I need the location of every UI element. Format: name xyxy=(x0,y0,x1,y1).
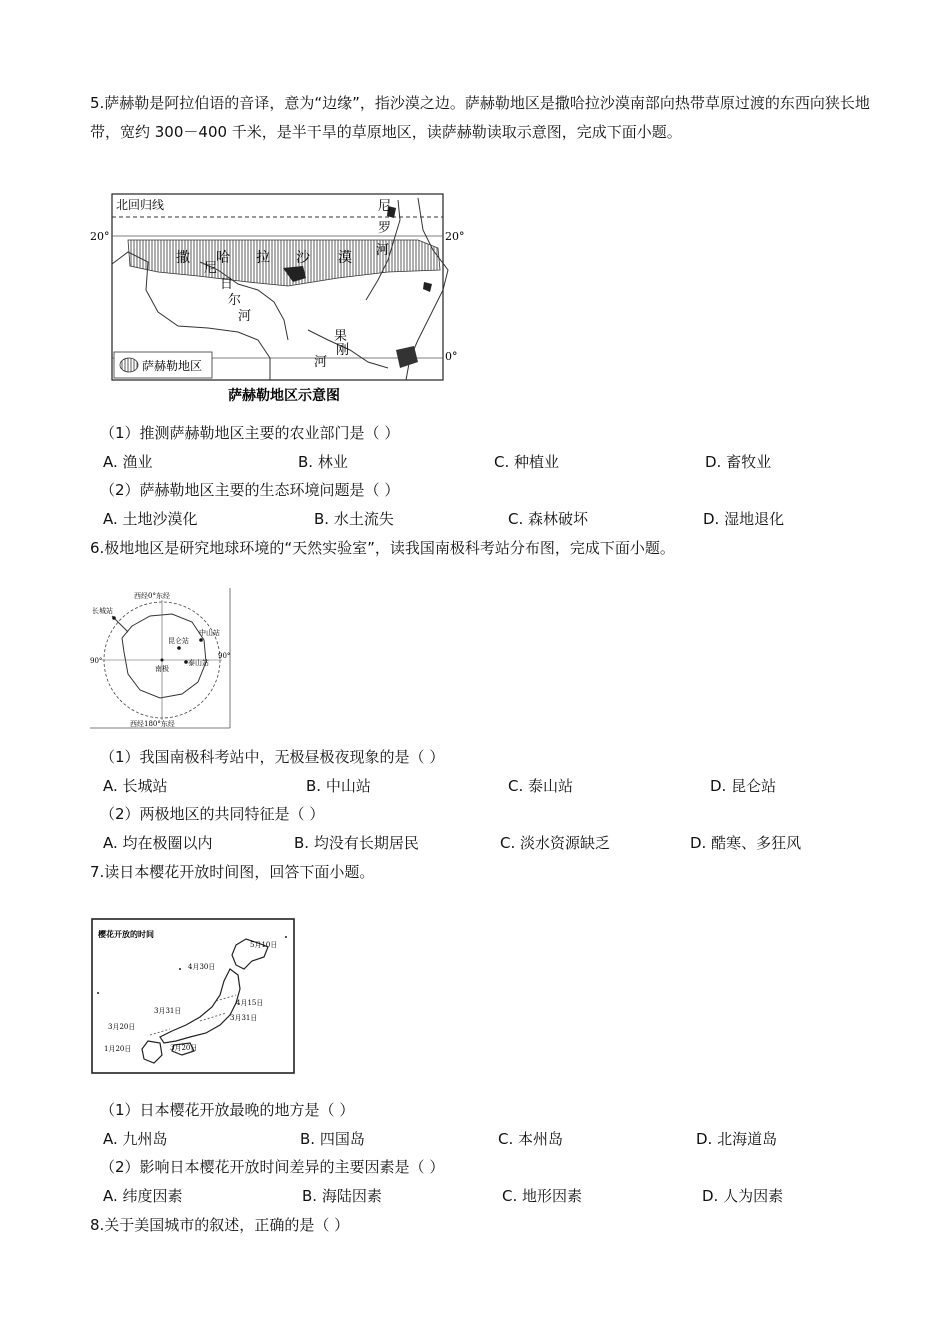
nile-char-1: 尼 xyxy=(378,199,392,214)
q5-stem: 5.萨赫勒是阿拉伯语的音译，意为“边缘”，指沙漠之边。萨赫勒地区是撒哈拉沙漠南部向热带草原过渡的东西向狭长地带，宽约 300－400 千米，是半干旱的草原地区，读萨赫勒读取示意图，完成下面小题。 xyxy=(90,94,870,141)
date-label-8: 1月20日 xyxy=(104,1045,132,1053)
q7-sub1-question: （1）日本樱花开放最晚的地方是（ ） xyxy=(100,1101,355,1119)
left-90-label: 90° xyxy=(90,657,103,665)
lat-20-right-label: 20° xyxy=(445,230,465,243)
nile-char-2: 罗 xyxy=(378,221,392,236)
q6-sub1-option-d[interactable]: D. 昆仑站 xyxy=(710,777,777,795)
q6-sub2-option-b[interactable]: B. 均没有长期居民 xyxy=(294,834,419,852)
kunlun-dot xyxy=(177,646,181,650)
desert-char-4: 沙 xyxy=(296,250,310,266)
date-label-1: 5月10日 xyxy=(250,941,278,949)
q6-sub1-option-b[interactable]: B. 中山站 xyxy=(306,777,371,795)
antarctica-map xyxy=(88,586,234,732)
date-label-6: 3月20日 xyxy=(108,1023,136,1031)
sahel-map-caption: 萨赫勒地区示意图 xyxy=(228,388,340,404)
q6-sub1-question: （1）我国南极科考站中，无极昼极夜现象的是（ ） xyxy=(100,748,445,766)
date-label-4: 3月31日 xyxy=(230,1014,258,1022)
q5-sub1-option-c[interactable]: C. 种植业 xyxy=(494,453,560,471)
niger-char-3: 尔 xyxy=(228,293,242,308)
sahel-map xyxy=(88,190,468,410)
antarctica-map-figure xyxy=(88,586,234,732)
antarctica-outline xyxy=(122,614,206,698)
date-label-7: 3月20日 xyxy=(170,1044,198,1052)
date-label-5: 3月31日 xyxy=(154,1007,182,1015)
q7-stem: 7.读日本樱花开放时间图，回答下面小题。 xyxy=(90,863,375,881)
changcheng-label: 长城站 xyxy=(92,607,113,615)
sakura-map xyxy=(90,917,296,1075)
q6-sub1-option-a[interactable]: A. 长城站 xyxy=(103,777,168,795)
zhongshan-label: 中山站 xyxy=(199,629,220,637)
q5-sub2-option-a[interactable]: A. 土地沙漠化 xyxy=(103,510,198,528)
pole-dot xyxy=(161,659,164,662)
q6-sub2-option-c[interactable]: C. 淡水资源缺乏 xyxy=(500,834,611,852)
desert-char-3: 拉 xyxy=(256,250,270,266)
q7-sub1-option-d[interactable]: D. 北海道岛 xyxy=(696,1130,778,1148)
niger-char-1: 尼 xyxy=(204,261,218,276)
q5-sub2-option-d[interactable]: D. 湿地退化 xyxy=(703,510,785,528)
q5-sub1-option-d[interactable]: D. 畜牧业 xyxy=(705,453,772,471)
congo-char-2: 果 xyxy=(334,329,348,344)
tropic-label: 北回归线 xyxy=(116,198,165,212)
q5-sub2-question: （2）萨赫勒地区主要的生态环境问题是（ ） xyxy=(100,481,400,499)
q7-sub1-option-a[interactable]: A. 九州岛 xyxy=(103,1130,168,1148)
congo-char-3: 河 xyxy=(314,355,328,370)
date-label-3: 4月15日 xyxy=(236,999,264,1007)
equator-label: 0° xyxy=(445,350,458,363)
q6-sub1-option-c[interactable]: C. 泰山站 xyxy=(508,777,574,795)
q5-sub1-question: （1）推测萨赫勒地区主要的农业部门是（ ） xyxy=(100,424,400,442)
top-meridian-label: 西经0°东经 xyxy=(134,592,170,600)
q5-sub2-option-b[interactable]: B. 水土流失 xyxy=(314,510,394,528)
congo-char-1: 刚 xyxy=(336,343,350,358)
taishan-label: 泰山站 xyxy=(188,659,209,667)
zhongshan-dot xyxy=(199,638,203,642)
q8-stem: 8.关于美国城市的叙述，正确的是（ ） xyxy=(90,1216,350,1234)
q7-sub2-option-c[interactable]: C. 地形因素 xyxy=(502,1187,583,1205)
island-dot-1 xyxy=(285,936,287,938)
lat-20-left-label: 20° xyxy=(90,230,110,243)
q7-sub2-option-b[interactable]: B. 海陆因素 xyxy=(302,1187,382,1205)
nile-char-3: 河 xyxy=(376,243,390,258)
q6-sub2-option-d[interactable]: D. 酷寒、多狂风 xyxy=(690,834,802,852)
q7-sub2-question: （2）影响日本樱花开放时间差异的主要因素是（ ） xyxy=(100,1158,445,1176)
q7-sub2-option-a[interactable]: A. 纬度因素 xyxy=(103,1187,183,1205)
sakura-map-title: 樱花开放的时间 xyxy=(98,929,154,939)
changcheng-dot xyxy=(112,616,116,620)
q6-sub2-question: （2）两极地区的共同特征是（ ） xyxy=(100,805,325,823)
legend-label: 萨赫勒地区 xyxy=(142,359,203,373)
q5-sub2-option-c[interactable]: C. 森林破坏 xyxy=(508,510,589,528)
right-90-label: 90° xyxy=(218,652,231,660)
q6-stem: 6.极地地区是研究地球环境的“天然实验室”，读我国南极科考站分布图，完成下面小题。 xyxy=(90,539,675,557)
kunlun-label: 昆仑站 xyxy=(168,637,189,645)
pole-label: 南极 xyxy=(155,665,169,673)
date-label-2: 4月30日 xyxy=(188,963,216,971)
q6-sub2-option-a[interactable]: A. 均在极圈以内 xyxy=(103,834,213,852)
desert-char-2: 哈 xyxy=(216,250,230,266)
desert-char-1: 撒 xyxy=(176,250,190,266)
island-dot-2 xyxy=(97,992,99,994)
sahel-map-figure xyxy=(88,190,468,410)
q7-sub1-option-b[interactable]: B. 四国岛 xyxy=(300,1130,365,1148)
bottom-meridian-label: 西经180°东经 xyxy=(130,720,175,728)
q5-sub1-option-a[interactable]: A. 渔业 xyxy=(103,453,153,471)
q5-sub1-option-b[interactable]: B. 林业 xyxy=(298,453,348,471)
desert-char-5: 漠 xyxy=(338,250,352,266)
legend-swatch xyxy=(120,358,138,372)
island-dot-3 xyxy=(179,968,181,970)
niger-char-2: 日 xyxy=(220,277,234,292)
niger-char-4: 河 xyxy=(238,309,252,324)
sakura-map-figure xyxy=(90,917,296,1075)
q7-sub1-option-c[interactable]: C. 本州岛 xyxy=(498,1130,564,1148)
q7-sub2-option-d[interactable]: D. 人为因素 xyxy=(702,1187,784,1205)
